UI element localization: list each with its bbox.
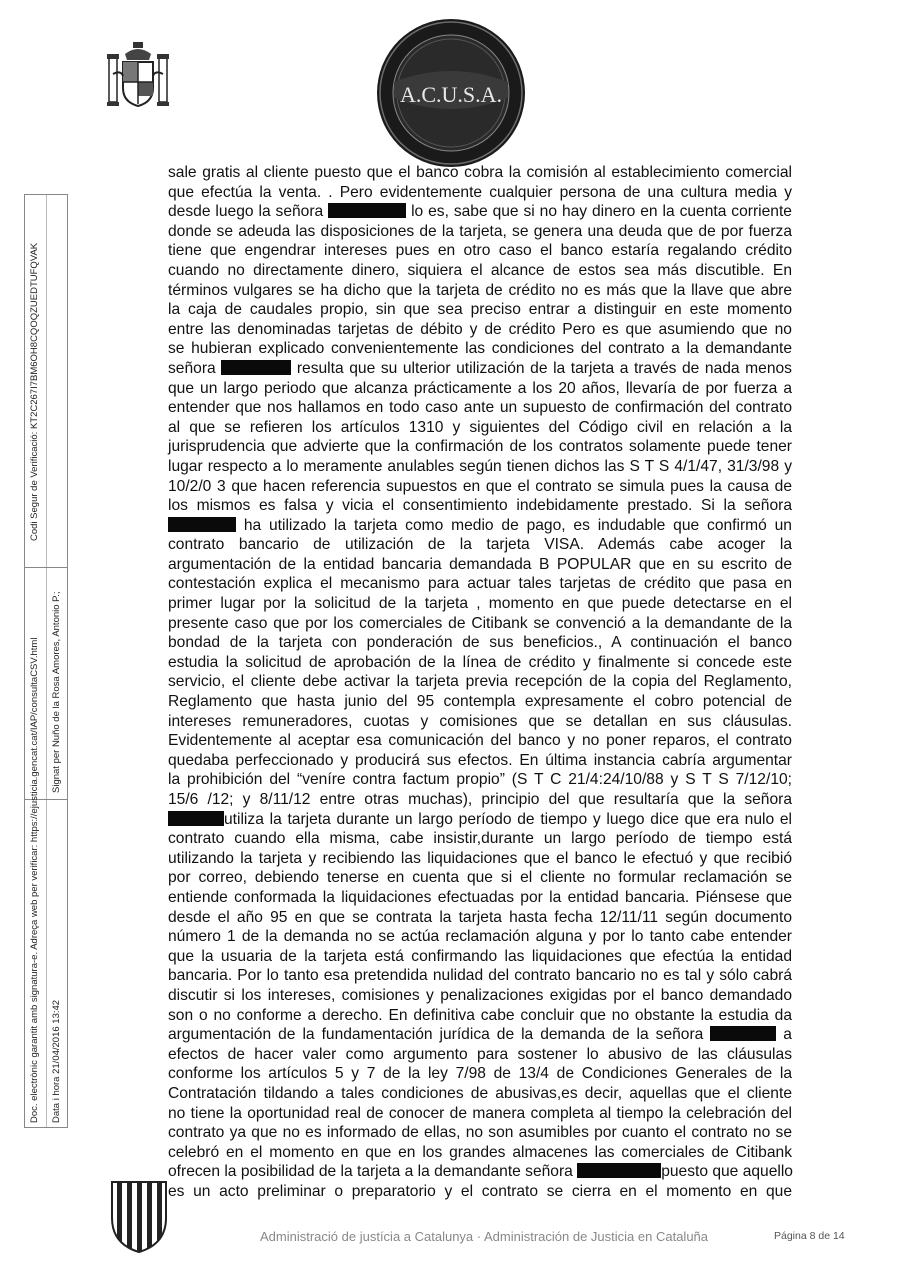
text-line: entender que nos hallamos en todo caso ante un supuesto de confirmación del contrato xyxy=(168,399,792,417)
text-line: que la usuaria de la tarjeta está confirmando las liquidaciones que efectúa la entidad xyxy=(168,947,792,965)
text-line: al que se refieren los artículos 1310 y siguientes del Código civil en relación a la xyxy=(168,418,792,436)
text-line: efectos de hacer valer como argumento para sostener lo abusivo de las cláusulas xyxy=(168,1045,792,1063)
document-body xyxy=(168,163,792,1201)
text-line: donde se adeuda las disposiciones de la tarjeta, se genera una deuda que de por fuerza xyxy=(168,222,792,240)
text-line: ha utilizado la tarjeta como medio de pago, es indudable que confirmó un xyxy=(168,516,792,536)
verification-code: Codi Segur de Verificació: KT2C267I7BM6OH8CQOQZUEDTUFQVAK xyxy=(29,242,40,541)
redaction-block xyxy=(221,360,291,375)
sidebar-divider xyxy=(25,567,67,568)
text-line: los mismos es falsa y vicia el consentimiento indebidamente prestado. Si la señora xyxy=(168,497,792,515)
text-line: que efectúa la venta. . Pero evidentemente cualquier persona de una cultura media y xyxy=(168,183,792,201)
text-line: términos vulgares se ha dicho que la tarjeta de crédito no es más que la llave que abre xyxy=(168,281,792,299)
text-line: quedaba perfeccionado y producirá sus efectos. En última instancia cabría argumentar xyxy=(168,751,792,769)
redaction-block xyxy=(328,203,406,218)
text-line: entiende conformada la liquidaciones efectuadas por la entidad bancaria. Piénsese que xyxy=(168,888,792,906)
text-line: servicio, el cliente debe activar la tarjeta previa recepción de la copia del Reglamento, xyxy=(168,673,792,691)
datetime-text: Data i hora 21/04/2016 13:42 xyxy=(51,999,62,1123)
text-line: Contratación tildando a tales condiciones de abusivas,es decir, aquellas que el cliente xyxy=(168,1084,792,1102)
text-line: la prohibición del “veníre contra factum propio” (S T C 21/4:24/10/88 y S T S 7/12/10; xyxy=(168,771,792,789)
redaction-block xyxy=(710,1026,776,1041)
text-line: presente caso que por los comerciales de Citibank se convenció a la demandante de la xyxy=(168,614,792,632)
text-line: discutir si los intereses, comisiones y penalizaciones exigidas por el banco demandado xyxy=(168,986,792,1004)
text-line: tiene que engendrar intereses pues en otro caso el banco estaría regalando crédito xyxy=(168,242,792,260)
text-line: primer lugar por la solicitud de la tarjeta , momento en que puede detectarse en el xyxy=(168,595,792,613)
text-line: entre las denominadas tarjetas de débito y de crédito Pero es que asumiendo que no xyxy=(168,320,792,338)
text-line: señora resulta que su ulterior utilización de la tarjeta a través de nada menos xyxy=(168,359,792,377)
text-line: número 1 de la demanda no se actúa reclamación alguna y por lo tanto cabe entender xyxy=(168,928,792,946)
text-line: sale gratis al cliente puesto que el banco cobra la comisión al establecimiento comercial xyxy=(168,164,792,181)
doc-guarantee-text: Doc. electrònic garantit amb signatura-e. Adreça web per verificar: https://ejusticia.gencat.cat/IAP/consultaCSV.html xyxy=(29,637,40,1123)
text-line: contrato cuando ella misma, cabe insistir,durante un largo período de tiempo está xyxy=(168,830,792,848)
page-number: Página 8 de 14 xyxy=(774,1230,845,1242)
text-line: por correo, debiendo tenerse en cuenta que si el cliente no formular reclamación se xyxy=(168,869,792,887)
redaction-block xyxy=(577,1163,661,1178)
text-line: contestación explica el mecanismo para actuar tales tarjetas de crédito que pasa en xyxy=(168,575,792,593)
text-line: contrato ya que no es informado de ellas, no son asumibles por cuanto el contrato no se xyxy=(168,1124,792,1142)
text-line: se hubieran explicado convenientemente las condiciones del contrato a la demandante xyxy=(168,340,792,358)
sidebar-column-divider xyxy=(46,195,47,1127)
text-line: argumentación de la fundamentación jurídica de la demanda de la señora a xyxy=(168,1026,792,1044)
text-line: es un acto preliminar o preparatorio y el contrato se cierra en el momento en que xyxy=(168,1182,792,1200)
signer-text: Signat per Nuño de la Rosa Amores, Antonio P.; xyxy=(51,591,62,793)
text-line: intereses remuneradores, cuotas y comisiones que se detallan en sus cláusulas. xyxy=(168,712,792,730)
footer-text: Administració de justícia a Catalunya · Administración de Justicia en Cataluña xyxy=(260,1229,709,1244)
text-line: celebró en el momento en que en los grandes almacenes las comerciales de Citibank xyxy=(168,1143,792,1161)
generalitat-emblem-icon xyxy=(108,1178,170,1254)
text-line: lugar respecto a lo meramente anulables según tienen dichos las S T S 4/1/47, 31/3/98 y xyxy=(168,457,792,475)
text-line: bondad de la tarjeta con ponderación de sus beneficios., A continuación el banco xyxy=(168,634,792,652)
text-line: no tiene la oportunidad real de conocer de manera completa al tiempo la celebración del xyxy=(168,1104,792,1122)
text-line: Reglamento que hasta junio del 95 contempla expresamente el cobro potencial de xyxy=(168,693,792,711)
text-line: bancaria. Por lo tanto esa pretendida nulidad del contrato bancario no es tal y sólo cabrá xyxy=(168,967,792,985)
signature-sidebar xyxy=(24,194,68,1128)
text-line: que un largo periodo que alcanza prácticamente a los 20 años, llevaría de por fuerza a xyxy=(168,379,792,397)
text-line: desde luego la señora lo es, sabe que si no hay dinero en la cuenta corriente xyxy=(168,203,792,221)
text-line: contrato bancario de utilización de la tarjeta VISA. Además cabe acoger la xyxy=(168,536,792,554)
text-line: desde el año 95 en que se contrata la tarjeta hasta fecha 12/11/11 según documento xyxy=(168,908,792,926)
text-line: 10/2/0 3 que hacen referencia supuestos en que el contrato se simula pues la causa de xyxy=(168,477,792,495)
text-line: estudia la solicitud de aprobación de la línea de crédito y finalmente si concede este xyxy=(168,653,792,671)
spain-coat-of-arms-icon xyxy=(107,40,169,116)
redaction-block xyxy=(168,811,224,826)
text-line: utiliza la tarjeta durante un largo período de tiempo y luego dice que era nulo el xyxy=(168,810,792,830)
text-line: jurisprudencia que advierte que la confirmación de los contratos solamente puede tener xyxy=(168,438,792,456)
redaction-block xyxy=(168,517,236,532)
text-line: utilizando la tarjeta y recibiendo las liquidaciones que el banco le efectuó y que recibió xyxy=(168,849,792,867)
text-line: argumentación de la entidad bancaria demandada B POPULAR que en su escrito de xyxy=(168,555,792,573)
text-line: la caja de caudales propio, sin que sea preciso entrar a distinguir en este momento xyxy=(168,301,792,319)
acusa-seal-logo xyxy=(376,18,526,168)
seal-text: A.C.U.S.A. xyxy=(399,82,503,107)
text-line: cuando no directamente dinero, siquiera el alcance de estos sea más discutible. En xyxy=(168,261,792,279)
text-line: conforme los artículos 5 y 7 de la ley 7/98 de 13/4 de Condiciones Generales de la xyxy=(168,1065,792,1083)
text-line: Evidentemente al aceptar esa comunicación del banco y no poner reparos, el contrato xyxy=(168,732,792,750)
text-line: ofrecen la posibilidad de la tarjeta a la demandante señora puesto que aquello xyxy=(168,1163,793,1181)
text-line: son o no conforme a derecho. En definitiva cabe concluir que no obstante la estudia da xyxy=(168,1006,792,1024)
text-line: 15/6 /12; y 8/11/12 entre otras muchas), principio del que resultaría que la señora xyxy=(168,791,792,808)
